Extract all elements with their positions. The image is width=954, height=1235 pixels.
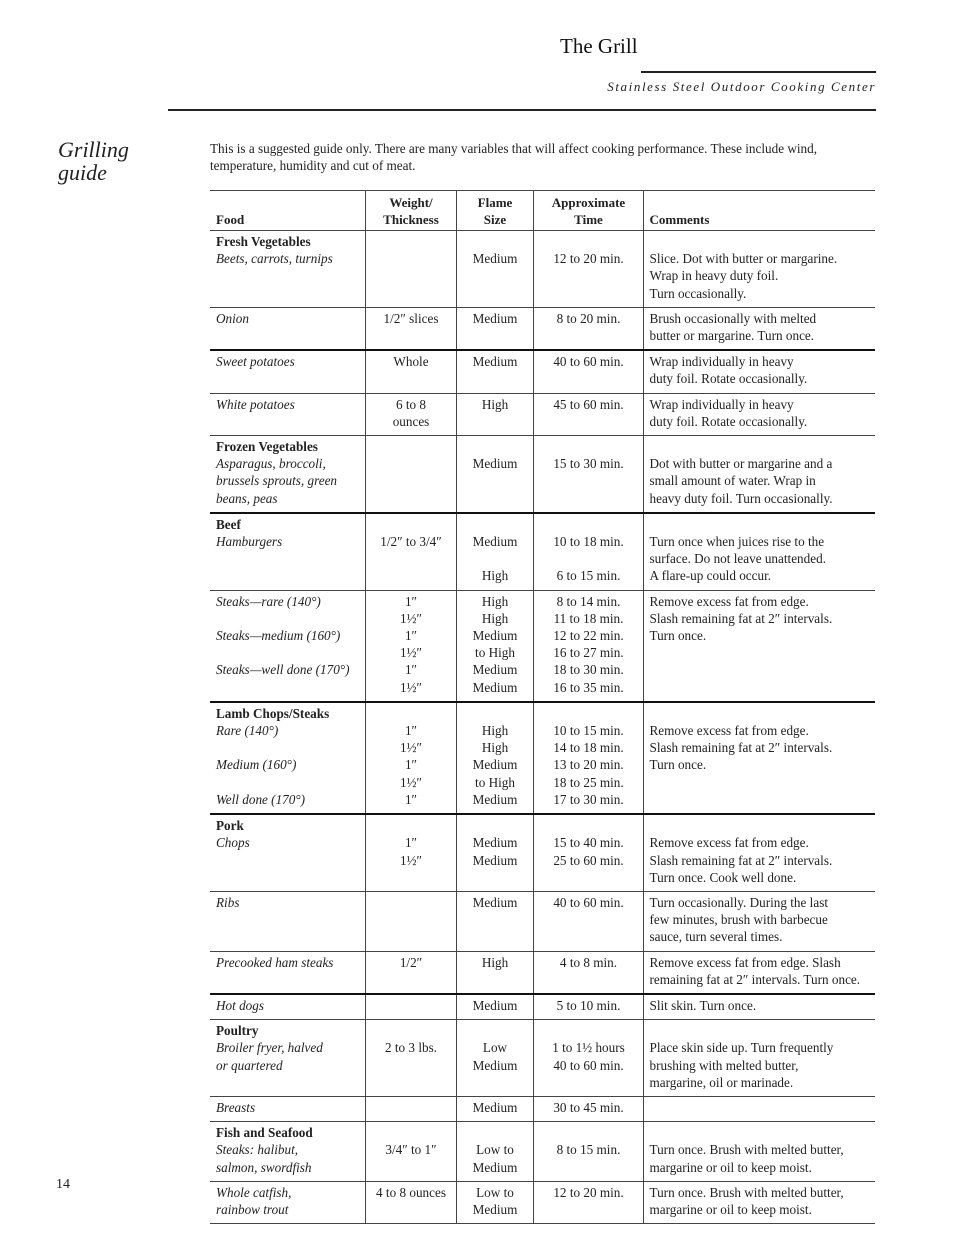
table-row: [210, 702, 875, 814]
cell-time: [533, 393, 643, 435]
weight-line: 1/2″: [399, 954, 423, 970]
flame-line: Medium: [472, 791, 518, 807]
food-item-label: Steaks—well done (170°): [216, 662, 350, 678]
cell-comments: [643, 350, 875, 393]
cell-weight: [365, 1122, 456, 1182]
food-item-label: Breasts: [216, 1099, 256, 1115]
comments-line: Slash remaining fat at 2″ intervals.: [649, 852, 833, 868]
weight-line: 1″: [404, 757, 418, 773]
cell-food: [210, 436, 365, 513]
spacer-line: [540, 817, 638, 834]
time-line: 4 to 8 min.: [559, 954, 618, 970]
cell-food: [210, 1096, 365, 1121]
time-line: 12 to 20 min.: [553, 1184, 624, 1200]
cell-flame: [456, 1020, 533, 1097]
cell-comments: [643, 231, 875, 308]
food-item-label: [216, 610, 360, 627]
cell-weight: [365, 590, 456, 702]
comments-line: duty foil. Rotate occasionally.: [649, 371, 808, 387]
cell-food: [210, 393, 365, 435]
food-item-label: [216, 774, 360, 791]
comments-line: Turn occasionally.: [649, 285, 747, 301]
comments-line: Turn once.: [649, 757, 707, 773]
cell-comments: [643, 1020, 875, 1097]
cell-food: [210, 231, 365, 308]
cell-comments: [643, 1096, 875, 1121]
food-item-label: Onion: [216, 310, 249, 326]
spacer-line: [540, 516, 638, 533]
main-rule: [168, 109, 876, 111]
table-row: [210, 814, 875, 891]
cell-flame: [456, 307, 533, 350]
time-line: [540, 550, 638, 567]
comments-line: few minutes, brush with barbecue: [649, 912, 828, 928]
comments-line: Remove excess fat from edge.: [649, 593, 809, 609]
flame-line: Medium: [472, 456, 518, 472]
time-line: 25 to 60 min.: [553, 852, 624, 868]
spacer-line: [650, 233, 871, 250]
time-line: 17 to 30 min.: [553, 791, 624, 807]
flame-line: Medium: [472, 628, 518, 644]
time-line: 14 to 18 min.: [553, 740, 624, 756]
flame-line: Medium: [472, 662, 518, 678]
flame-line: Low to: [476, 1184, 514, 1200]
page-number: 14: [56, 1177, 70, 1192]
cell-time: [533, 702, 643, 814]
weight-line: 1/2″ to 3/4″: [380, 534, 442, 550]
cell-food: [210, 994, 365, 1020]
spacer-line: [650, 438, 871, 455]
cell-weight: [365, 814, 456, 891]
cell-comments: [643, 307, 875, 350]
flame-line: [463, 550, 528, 567]
cell-flame: [456, 951, 533, 994]
cell-flame: [456, 702, 533, 814]
weight-line: 1″: [404, 723, 418, 739]
header-comments: Comments: [643, 191, 875, 231]
comments-line: margarine or oil to keep moist.: [649, 1201, 812, 1217]
table-header-row: [210, 191, 875, 231]
cell-food: [210, 1122, 365, 1182]
time-line: 10 to 15 min.: [553, 723, 624, 739]
cell-weight: [365, 891, 456, 951]
comments-line: Dot with butter or margarine and a: [649, 456, 833, 472]
cell-flame: [456, 393, 533, 435]
weight-line: 1/2″ slices: [383, 310, 439, 326]
comments-line: surface. Do not leave unattended.: [649, 551, 826, 567]
comments-line: Slit skin. Turn once.: [649, 997, 757, 1013]
comments-line: butter or margarine. Turn once.: [649, 328, 815, 344]
comments-line: Slice. Dot with butter or margarine.: [649, 251, 838, 267]
food-item-label: Whole catfish,: [216, 1184, 292, 1200]
table-row: [210, 590, 875, 702]
cell-time: [533, 994, 643, 1020]
table-row: [210, 1096, 875, 1121]
weight-line: 1″: [404, 791, 418, 807]
flame-line: Low to: [476, 1142, 514, 1158]
food-item-label: Hot dogs: [216, 997, 264, 1013]
page-subtitle: Stainless Steel Outdoor Cooking Center: [607, 79, 876, 94]
spacer-line: [463, 1022, 528, 1039]
comments-line: Remove excess fat from edge.: [649, 835, 809, 851]
table-row: [210, 231, 875, 308]
cell-weight: [365, 307, 456, 350]
weight-line: Whole: [393, 354, 429, 370]
cell-food: [210, 951, 365, 994]
cell-weight: [365, 1020, 456, 1097]
comments-line: heavy duty foil. Turn occasionally.: [649, 490, 833, 506]
flame-line: Medium: [472, 1099, 518, 1115]
cell-flame: [456, 513, 533, 590]
comments-line: remaining fat at 2″ intervals. Turn once.: [649, 971, 861, 987]
comments-line: A flare-up could occur.: [649, 568, 772, 584]
flame-line: High: [481, 396, 509, 412]
time-line: 40 to 60 min.: [553, 894, 624, 910]
comments-line: Remove excess fat from edge. Slash: [649, 954, 841, 970]
flame-line: Medium: [472, 679, 518, 695]
comments-line: margarine, oil or marinade.: [649, 1074, 794, 1090]
flame-line: Medium: [472, 1057, 518, 1073]
table-row: [210, 951, 875, 994]
food-group-label: Beef: [216, 516, 241, 532]
time-line: 11 to 18 min.: [553, 610, 624, 626]
food-group-label: Poultry: [216, 1023, 259, 1039]
spacer-line: [540, 705, 638, 722]
comments-line: Turn once. Brush with melted butter,: [649, 1142, 844, 1158]
flame-line: Medium: [472, 310, 518, 326]
weight-line: 1½″: [400, 679, 422, 695]
weight-line: 6 to 8: [395, 396, 427, 412]
food-item-label: Steaks—rare (140°): [216, 593, 321, 609]
spacer-line: [372, 817, 451, 834]
flame-line: Medium: [472, 354, 518, 370]
cell-comments: [643, 590, 875, 702]
cell-food: [210, 307, 365, 350]
table-row: [210, 1020, 875, 1097]
spacer-line: [650, 1022, 871, 1039]
spacer-line: [463, 516, 528, 533]
weight-line: 1″: [404, 835, 418, 851]
cell-time: [533, 436, 643, 513]
flame-line: High: [481, 723, 509, 739]
time-line: 8 to 15 min.: [556, 1142, 621, 1158]
cell-food: [210, 1181, 365, 1223]
time-line: 45 to 60 min.: [553, 396, 624, 412]
cell-comments: [643, 814, 875, 891]
weight-line: 1½″: [400, 774, 422, 790]
weight-line: 1″: [404, 628, 418, 644]
comments-line: Remove excess fat from edge.: [649, 723, 809, 739]
page-title: The Grill: [560, 34, 638, 58]
cell-weight: [365, 1181, 456, 1223]
flame-line: Low: [482, 1040, 508, 1056]
flame-line: Medium: [472, 997, 518, 1013]
flame-line: High: [481, 610, 509, 626]
comments-line: Turn occasionally. During the last: [649, 894, 828, 910]
cell-food: [210, 891, 365, 951]
cell-flame: [456, 590, 533, 702]
time-line: 16 to 35 min.: [553, 679, 624, 695]
cell-comments: [643, 951, 875, 994]
spacer-line: [540, 1022, 638, 1039]
cell-comments: [643, 513, 875, 590]
cell-time: [533, 814, 643, 891]
comments-line: Place skin side up. Turn frequently: [649, 1040, 834, 1056]
table-row: [210, 994, 875, 1020]
cell-comments: [643, 1181, 875, 1223]
section-title-line1: Grilling: [58, 137, 129, 162]
flame-line: Medium: [472, 894, 518, 910]
food-item-label: [216, 739, 360, 756]
cell-weight: [365, 994, 456, 1020]
flame-line: High: [481, 740, 509, 756]
food-item-label: Rare (140°): [216, 723, 279, 739]
food-item-label: Well done (170°): [216, 791, 306, 807]
cell-weight: [365, 350, 456, 393]
cell-time: [533, 1096, 643, 1121]
comments-line: Wrap individually in heavy: [649, 396, 794, 412]
section-title: [58, 138, 178, 184]
food-item-label: Beets, carrots, turnips: [216, 251, 333, 267]
cell-weight: [365, 513, 456, 590]
flame-line: High: [481, 954, 509, 970]
cell-time: [533, 231, 643, 308]
food-group-label: Lamb Chops/Steaks: [216, 705, 330, 721]
comments-line: Turn once. Brush with melted butter,: [649, 1184, 844, 1200]
spacer-line: [463, 233, 528, 250]
comments-line: Brush occasionally with melted: [649, 310, 817, 326]
time-line: 12 to 20 min.: [553, 251, 624, 267]
food-group-label: Fish and Seafood: [216, 1125, 313, 1141]
weight-line: ounces: [392, 413, 430, 429]
cell-weight: [365, 231, 456, 308]
spacer-line: [650, 817, 871, 834]
table-row: [210, 891, 875, 951]
weight-line: 1″: [404, 593, 418, 609]
flame-line: Medium: [472, 757, 518, 773]
time-line: 18 to 25 min.: [553, 774, 624, 790]
food-item-label: Steaks: halibut,: [216, 1142, 299, 1158]
cell-time: [533, 891, 643, 951]
cell-flame: [456, 891, 533, 951]
food-item-label: beans, peas: [216, 490, 278, 506]
section-title-line2: guide: [58, 160, 107, 185]
food-group-label: Pork: [216, 818, 244, 834]
food-item-label: Broiler fryer, halved: [216, 1040, 323, 1056]
comments-line: margarine or oil to keep moist.: [649, 1159, 812, 1175]
time-line: 12 to 22 min.: [553, 628, 624, 644]
food-group-label: Fresh Vegetables: [216, 234, 311, 249]
flame-line: High: [481, 593, 509, 609]
cell-comments: [643, 702, 875, 814]
cell-flame: [456, 1181, 533, 1223]
food-item-label: Sweet potatoes: [216, 354, 295, 370]
grilling-table: [210, 190, 875, 1224]
cell-flame: [456, 231, 533, 308]
comments-line: Slash remaining fat at 2″ intervals.: [649, 740, 833, 756]
table-body: [210, 231, 875, 1224]
cell-time: [533, 951, 643, 994]
food-item-label: Asparagus, broccoli,: [216, 456, 326, 472]
time-line: 6 to 15 min.: [556, 568, 621, 584]
spacer-line: [372, 1124, 451, 1141]
table-row: [210, 513, 875, 590]
comments-line: Turn once when juices rise to the: [649, 534, 825, 550]
time-line: 40 to 60 min.: [553, 354, 624, 370]
cell-time: [533, 590, 643, 702]
time-line: 30 to 45 min.: [553, 1099, 624, 1115]
flame-line: Medium: [472, 534, 518, 550]
weight-line: 4 to 8 ounces: [376, 1184, 446, 1200]
flame-line: Medium: [472, 852, 518, 868]
spacer-line: [463, 1124, 528, 1141]
food-group-label: Frozen Vegetables: [216, 439, 318, 455]
time-line: 8 to 20 min.: [556, 310, 621, 326]
spacer-line: [650, 1124, 871, 1141]
time-line: 10 to 18 min.: [553, 534, 624, 550]
food-item-label: White potatoes: [216, 396, 295, 412]
cell-comments: [643, 393, 875, 435]
table-row: [210, 350, 875, 393]
cell-food: [210, 702, 365, 814]
spacer-line: [372, 1022, 451, 1039]
cell-flame: [456, 350, 533, 393]
time-line: 16 to 27 min.: [553, 645, 624, 661]
comments-line: Wrap individually in heavy: [649, 354, 794, 370]
food-item-label: Medium (160°): [216, 757, 297, 773]
weight-line: 2 to 3 lbs.: [384, 1040, 438, 1056]
comments-line: Turn once. Cook well done.: [649, 869, 797, 885]
table-row: [210, 436, 875, 513]
flame-line: Medium: [472, 1159, 518, 1175]
spacer-line: [463, 438, 528, 455]
cell-weight: [365, 436, 456, 513]
cell-time: [533, 350, 643, 393]
header-time: Approximate Time: [533, 191, 643, 231]
weight-line: 1″: [404, 662, 418, 678]
cell-flame: [456, 1122, 533, 1182]
intro-text: This is a suggested guide only. There are many variables that will affect cooking performance. These include wind, temperature, humidity and cut of meat.: [210, 141, 818, 173]
food-item-label: Hamburgers: [216, 534, 283, 550]
header-flame: Flame Size: [456, 191, 533, 231]
cell-time: [533, 513, 643, 590]
time-line: 18 to 30 min.: [553, 662, 624, 678]
spacer-line: [540, 438, 638, 455]
cell-time: [533, 1020, 643, 1097]
time-line: 8 to 14 min.: [556, 593, 621, 609]
time-line: 5 to 10 min.: [556, 997, 621, 1013]
food-item-label: [216, 644, 360, 661]
cell-flame: [456, 994, 533, 1020]
food-item-label: brussels sprouts, green: [216, 473, 338, 489]
comments-line: brushing with melted butter,: [649, 1057, 799, 1073]
spacer-line: [650, 516, 871, 533]
header-rule: [641, 71, 876, 73]
cell-food: [210, 814, 365, 891]
cell-flame: [456, 436, 533, 513]
table-row: [210, 307, 875, 350]
cell-food: [210, 590, 365, 702]
flame-line: Medium: [472, 251, 518, 267]
cell-food: [210, 350, 365, 393]
cell-comments: [643, 891, 875, 951]
cell-flame: [456, 1096, 533, 1121]
spacer-line: [540, 1124, 638, 1141]
spacer-line: [372, 516, 451, 533]
flame-line: to High: [475, 774, 515, 790]
comments-line: Wrap in heavy duty foil.: [649, 268, 779, 284]
food-item-label: salmon, swordfish: [216, 1159, 312, 1175]
food-item-label: Chops: [216, 835, 250, 851]
table-row: [210, 393, 875, 435]
food-item-label: rainbow trout: [216, 1201, 289, 1217]
weight-line: 1½″: [400, 645, 422, 661]
spacer-line: [463, 817, 528, 834]
food-item-label: Steaks—medium (160°): [216, 628, 341, 644]
cell-comments: [643, 1122, 875, 1182]
food-item-label: Ribs: [216, 894, 240, 910]
cell-time: [533, 307, 643, 350]
time-line: 15 to 30 min.: [553, 456, 624, 472]
spacer-line: [372, 705, 451, 722]
cell-comments: [643, 994, 875, 1020]
header-food: Food: [210, 191, 365, 231]
food-item-label: Precooked ham steaks: [216, 954, 334, 970]
weight-line: 3/4″ to 1″: [385, 1142, 437, 1158]
spacer-line: [650, 705, 871, 722]
time-line: 1 to 1½ hours: [552, 1040, 625, 1056]
flame-line: Medium: [472, 835, 518, 851]
spacer-line: [540, 233, 638, 250]
flame-line: High: [481, 568, 509, 584]
cell-time: [533, 1181, 643, 1223]
time-line: 40 to 60 min.: [553, 1057, 624, 1073]
header-weight: Weight/ Thickness: [365, 191, 456, 231]
weight-line: 1½″: [400, 610, 422, 626]
time-line: 13 to 20 min.: [553, 757, 624, 773]
cell-time: [533, 1122, 643, 1182]
comments-line: duty foil. Rotate occasionally.: [649, 413, 808, 429]
cell-food: [210, 513, 365, 590]
cell-weight: [365, 393, 456, 435]
flame-line: Medium: [472, 1201, 518, 1217]
comments-line: sauce, turn several times.: [649, 929, 783, 945]
cell-weight: [365, 951, 456, 994]
cell-weight: [365, 1096, 456, 1121]
spacer-line: [463, 705, 528, 722]
table-row: [210, 1122, 875, 1182]
flame-line: to High: [475, 645, 515, 661]
comments-line: Turn once.: [649, 628, 707, 644]
weight-line: 1½″: [400, 740, 422, 756]
weight-line: 1½″: [400, 852, 422, 868]
table-row: [210, 1181, 875, 1223]
comments-line: small amount of water. Wrap in: [649, 473, 816, 489]
cell-comments: [643, 436, 875, 513]
time-line: 15 to 40 min.: [553, 835, 624, 851]
cell-weight: [365, 702, 456, 814]
cell-food: [210, 1020, 365, 1097]
comments-line: Slash remaining fat at 2″ intervals.: [649, 610, 833, 626]
cell-flame: [456, 814, 533, 891]
food-item-label: or quartered: [216, 1057, 283, 1073]
